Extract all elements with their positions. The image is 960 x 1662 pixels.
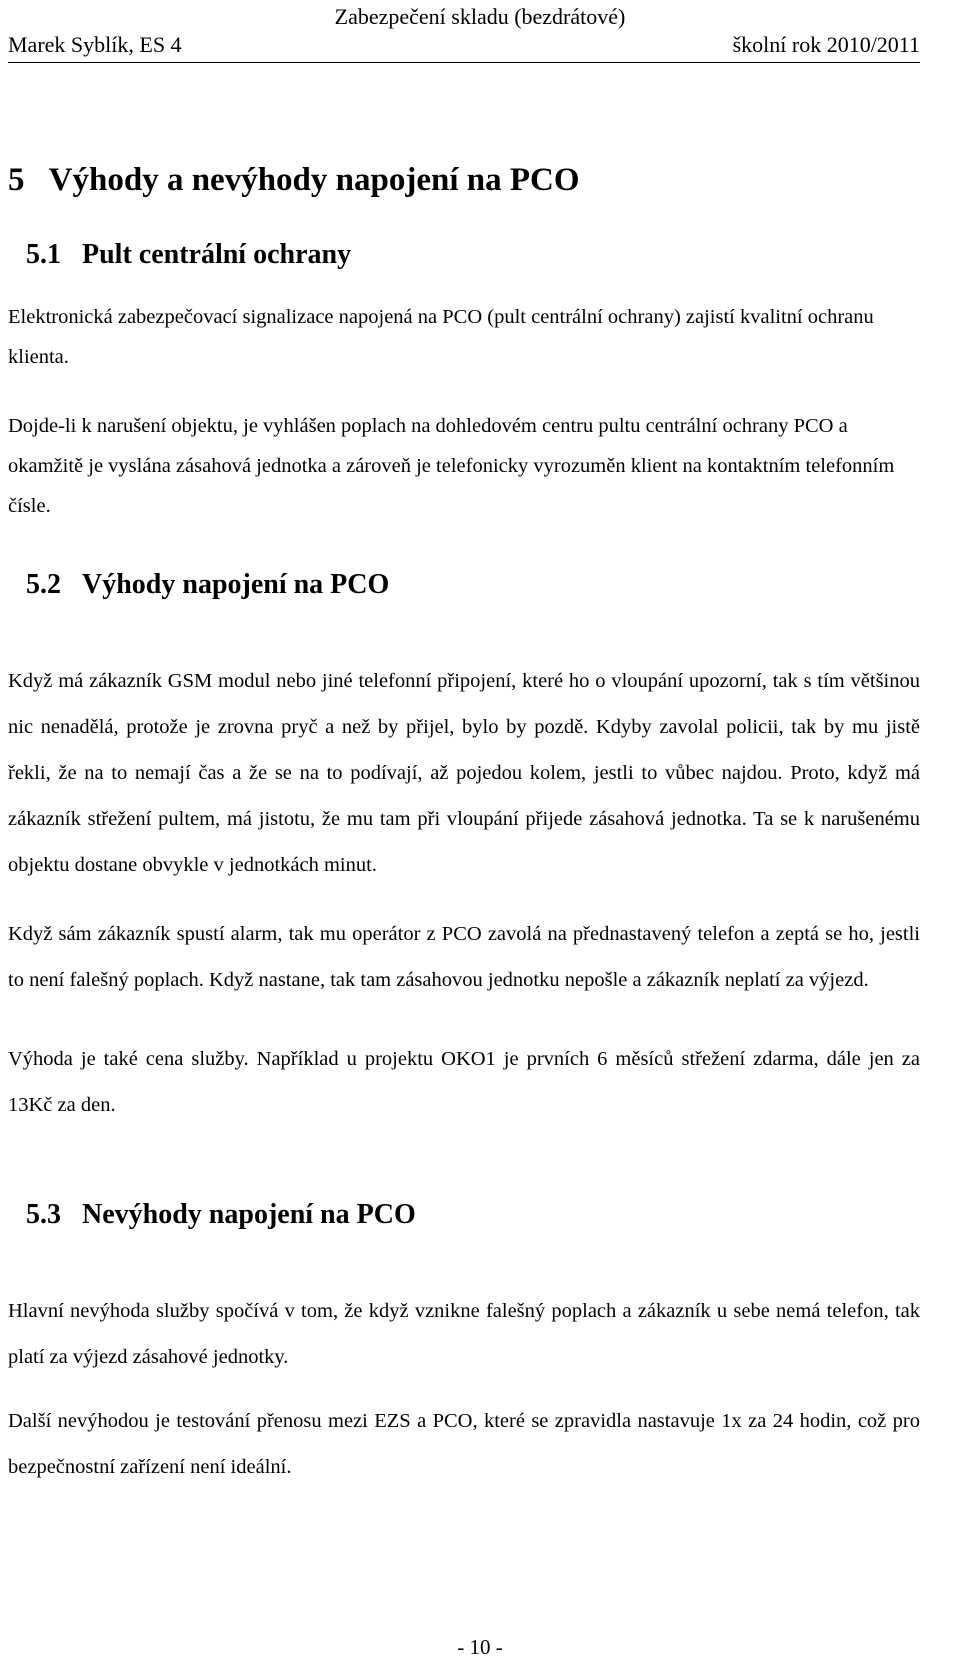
chapter-number: 5 [8,162,25,198]
paragraph: Když má zákazník GSM modul nebo jiné telefonní připojení, které ho o vloupání upozorní, tak s tím většinou nic nenadělá, protože je zrovna pryč a než by přijel, bylo by pozdě. Kdyby zavolal policii, tak by mu jistě řekli, že na to nemají čas a že se na to podívají, až pojedou kolem, jestli to vůbec najdou. Proto, když má zákazník střežení pultem, má jistotu, že mu tam při vloupání přijede zásahová jednotka. Ta se k narušenému objektu dostane obvykle v jednotkách minut. [8,670,920,876]
chapter-title: Výhody a nevýhody napojení na PCO [48,162,580,198]
header-divider [8,62,920,63]
paragraph: Další nevýhodou je testování přenosu mezi EZS a PCO, které se zpravidla nastavuje 1x za 24 hodin, což pro bezpečnostní zařízení není ideální. [8,1410,920,1478]
running-header-author: Marek Syblík, ES 4 [8,32,182,57]
running-header-title: Zabezpečení skladu (bezdrátové) [334,4,626,29]
paragraph: Výhoda je také cena služby. Například u projektu OKO1 je prvních 6 měsíců střežení zdarma, dále jen za 13Kč za den. [8,1048,920,1116]
section-heading-5-1 [26,238,351,272]
paragraph: Hlavní nevýhoda služby spočívá v tom, že když vznikne falešný poplach a zákazník u sebe nemá telefon, tak platí za výjezd zásahové jednotky. [8,1300,920,1368]
page-number: - 10 - [457,1635,503,1659]
chapter-heading [8,160,580,200]
section-number: 5.1 [26,239,61,270]
section-title: Pult centrální ochrany [82,239,352,270]
paragraph: Když sám zákazník spustí alarm, tak mu operátor z PCO zavolá na přednastavený telefon a zeptá se ho, jestli to není falešný poplach. Když nastane, tak tam zásahovou jednotku nepošle a zákazník neplatí za výjezd. [8,923,920,991]
section-number: 5.2 [26,569,61,600]
running-header-school-year: školní rok 2010/2011 [732,32,920,57]
paragraph: Elektronická zabezpečovací signalizace napojená na PCO (pult centrální ochrany) zajistí kvalitní ochranu klienta. [8,306,874,368]
section-number: 5.3 [26,1199,61,1230]
section-title: Nevýhody napojení na PCO [82,1199,416,1230]
section-title: Výhody napojení na PCO [82,569,390,600]
section-heading-5-3 [26,1198,416,1232]
section-heading-5-2 [26,568,389,602]
paragraph: Dojde-li k narušení objektu, je vyhlášen poplach na dohledovém centru pultu centrální ochrany PCO a okamžitě je vyslána zásahová jednotka a zároveň je telefonicky vyrozuměn klient na kontaktním telefonním čísle. [8,415,895,517]
